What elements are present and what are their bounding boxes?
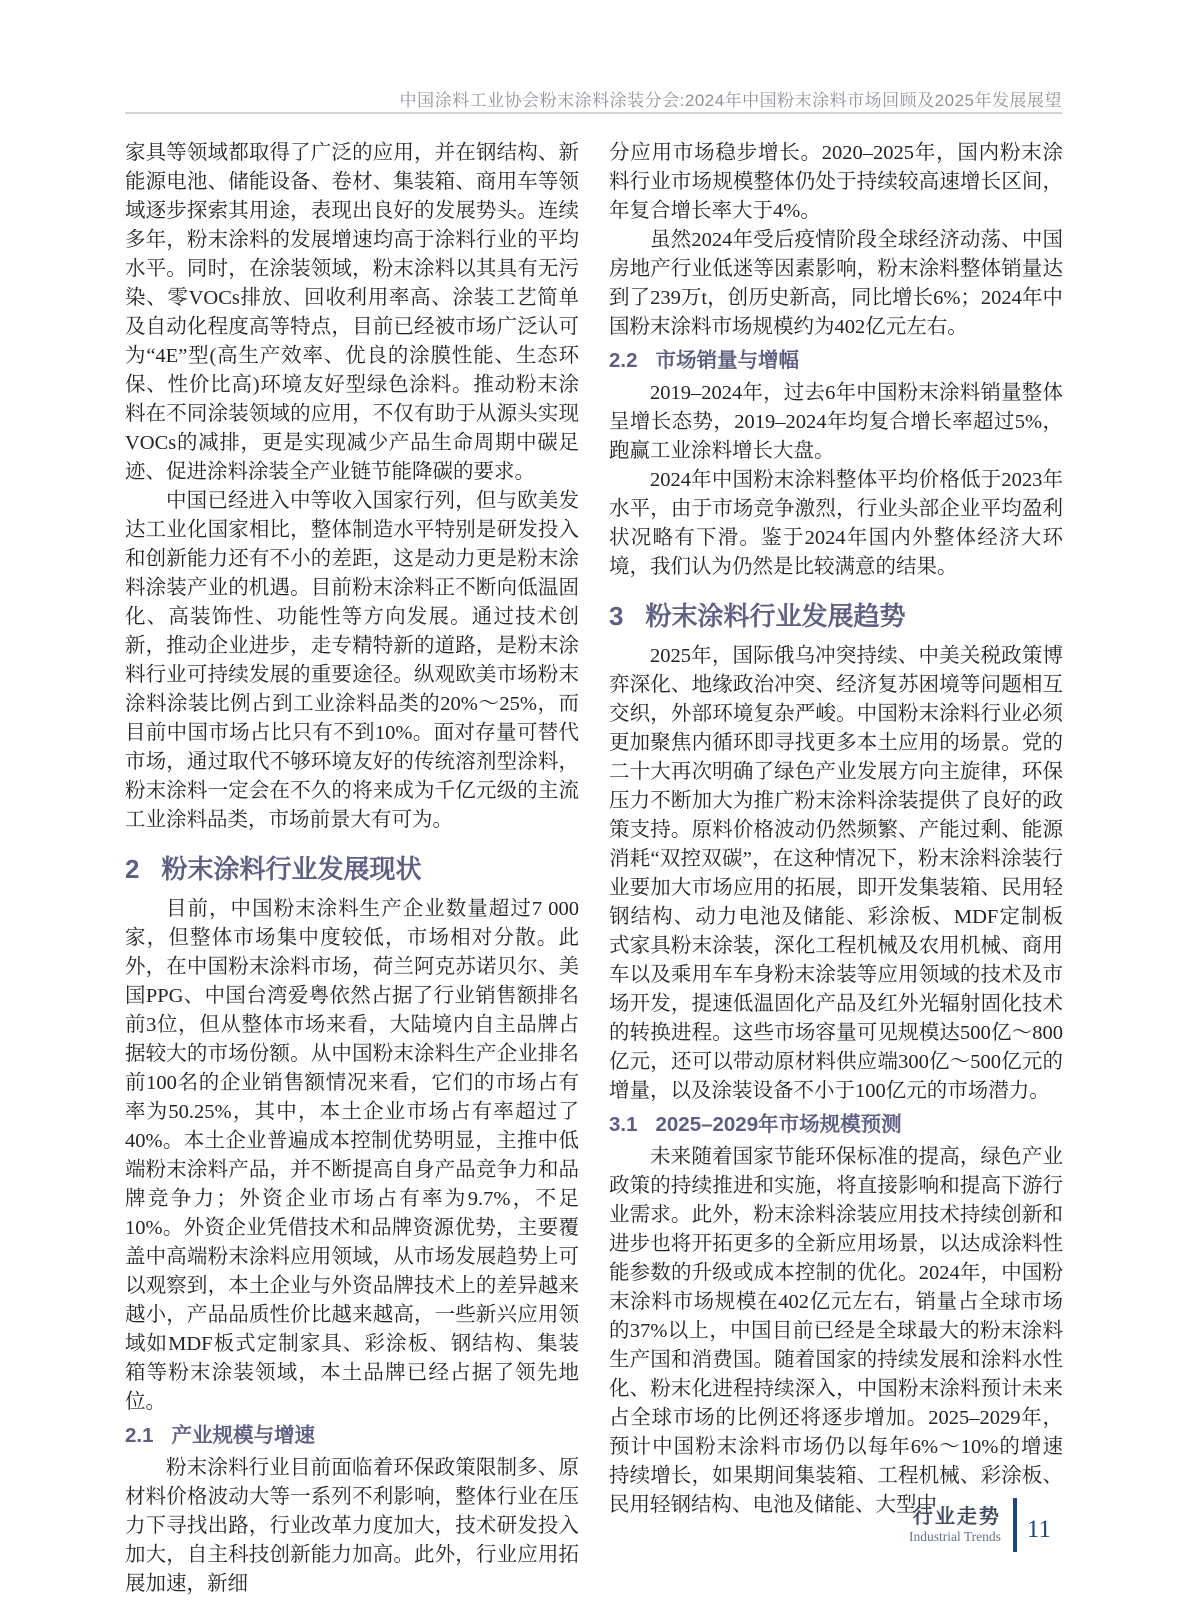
page-footer [909,1498,1051,1552]
footer-divider-bar [1013,1498,1017,1552]
section-heading-2 [125,852,579,886]
paragraph: 2019–2024年，过去6年中国粉末涂料销量整体呈增长态势，2019–2024年均复合增长率超过5%，跑赢工业涂料增长大盘。 [609,382,1063,462]
two-column-body [125,139,1063,1599]
footer-label-cn: 行业走势 [912,1505,1001,1528]
subsection-number: 2.2 [609,349,638,372]
subsection-title: 市场销量与增幅 [655,349,799,372]
subsection-title: 2025–2029年市场规模预测 [655,1113,902,1136]
paragraph: 虽然2024年受后疫情阶段全球经济动荡、中国房地产行业低迷等因素影响，粉末涂料整体销量达到了239万t，创历史新高，同比增长6%；2024年中国粉末涂料市场规模约为402亿元左右。 [609,229,1063,338]
subsection-heading-2-1 [125,1422,579,1450]
page-number: 11 [1026,1516,1051,1543]
left-column [125,139,579,1599]
paragraph: 未来随着国家节能环保标准的提高，绿色产业政策的持续推进和实施，将直接影响和提高下游行业需求。此外，粉末涂料涂装应用技术持续创新和进步也将开拓更多的全新应用场景，以达成涂料性能参数的升级或成本控制的优化。2024年，中国粉末涂料市场规模在402亿元左右，销量占全球市场的37%以上，中国目前已经是全球最大的粉末涂料生产国和消费国。随着国家的持续发展和涂料水性化、粉末化进程持续深入，中国粉末涂料预计未来占全球市场的比例还将逐步增加。2025–2029年，预计中国粉末涂料市场仍以每年6%～10%的增速持续增长，如果期间集装箱、工程机械、彩涂板、民用轻钢结构、电池及储能、大型中 [609,1146,1063,1516]
paragraph: 2024年中国粉末涂料整体平均价格低于2023年水平，由于市场竞争激烈，行业头部企业平均盈利状况略有下滑。鉴于2024年国内外整体经济大环境，我们认为仍然是比较满意的结果。 [609,469,1063,578]
subsection-number: 3.1 [609,1113,638,1136]
paragraph: 中国已经进入中等收入国家行列，但与欧美发达工业化国家相比，整体制造水平特别是研发投入和创新能力还有不小的差距，这是动力更是粉末涂料涂装产业的机遇。目前粉末涂料正不断向低温固化、高装饰性、功能性等方向发展。通过技术创新，推动企业进步，走专精特新的道路，是粉末涂料行业可持续发展的重要途径。纵观欧美市场粉末涂料涂装比例占到工业涂料品类的20%～25%，而目前中国市场占比只有不到10%。面对存量可替代市场，通过取代不够环境友好的传统溶剂型涂料，粉末涂料一定会在不久的将来成为千亿元级的主流工业涂料品类，市场前景大有可为。 [125,490,579,831]
footer-section-label [909,1506,1001,1545]
paragraph: 分应用市场稳步增长。2020–2025年，国内粉末涂料行业市场规模整体仍处于持续较高速增长区间，年复合增长率大于4%。 [609,142,1063,222]
header-rule [125,112,1062,114]
section-title: 粉末涂料行业发展现状 [161,854,422,884]
subsection-heading-2-2 [609,347,1063,375]
paragraph: 粉末涂料行业目前面临着环保政策限制多、原材料价格波动大等一系列不利影响，整体行业在压力下寻找出路，行业改革力度加大，技术研发投入加大，自主科技创新能力加高。此外，行业应用拓展加速，新细 [125,1457,579,1595]
subsection-heading-3-1 [609,1111,1063,1139]
section-title: 粉末涂料行业发展趋势 [645,601,906,631]
section-number: 2 [125,854,140,884]
section-heading-3 [609,599,1063,633]
subsection-title: 产业规模与增速 [171,1424,315,1447]
right-column [609,139,1063,1599]
section-number: 3 [609,601,624,631]
running-title: 中国涂料工业协会粉末涂料涂装分会:2024年中国粉末涂料市场回顾及2025年发展展望 [399,91,1062,110]
footer-label-en: Industrial Trends [909,1528,1001,1544]
paragraph: 2025年，国际俄乌冲突持续、中美关税政策博弈深化、地缘政治冲突、经济复苏困境等问题相互交织，外部环境复杂严峻。中国粉末涂料行业必须更加聚焦内循环即寻找更多本土应用的场景。党的二十大再次明确了绿色产业发展方向主旋律，环保压力不断加大为推广粉末涂料涂装提供了良好的政策支持。原料价格波动仍然频繁、产能过剩、能源消耗“双控双碳”，在这种情况下，粉末涂料涂装行业要加大市场应用的拓展，即开发集装箱、民用轻钢结构、动力电池及储能、彩涂板、MDF定制板式家具粉末涂装，深化工程机械及农用机械、商用车以及乘用车车身粉末涂装等应用领域的技术及市场开发，提速低温固化产品及红外光辐射固化技术的转换进程。这些市场容量可见规模达500亿～800亿元，还可以带动原材料供应端300亿～500亿元的增量，以及涂装设备不小于100亿元的市场潜力。 [609,645,1063,1102]
paragraph: 目前，中国粉末涂料生产企业数量超过7 000家，但整体市场集中度较低，市场相对分散。此外，在中国粉末涂料市场，荷兰阿克苏诺贝尔、美国PPG、中国台湾爱粤依然占据了行业销售额排名前3位，但从整体市场来看，大陆境内自主品牌占据较大的市场份额。从中国粉末涂料生产企业排名前100名的企业销售额情况来看，它们的市场占有率为50.25%，其中，本土企业市场占有率超过了40%。本土企业普遍成本控制优势明显，主推中低端粉末涂料产品，并不断提高自身产品竞争力和品牌竞争力；外资企业市场占有率为9.7%，不足10%。外资企业凭借技术和品牌资源优势，主要覆盖中高端粉末涂料应用领域，从市场发展趋势上可以观察到，本土企业与外资品牌技术上的差异越来越小，产品品质性价比越来越高，一些新兴应用领域如MDF板式定制家具、彩涂板、钢结构、集装箱等粉末涂装领域，本土品牌已经占据了领先地位。 [125,898,579,1413]
subsection-number: 2.1 [125,1424,154,1447]
paragraph: 家具等领域都取得了广泛的应用，并在钢结构、新能源电池、储能设备、卷材、集装箱、商用车等领域逐步探索其用途，表现出良好的发展势头。连续多年，粉末涂料的发展增速均高于涂料行业的平均水平。同时，在涂装领域，粉末涂料以其具有无污染、零VOCs排放、回收利用率高、涂装工艺简单及自动化程度高等特点，目前已经被市场广泛认可为“4E”型(高生产效率、优良的涂膜性能、生态环保、性价比高)环境友好型绿色涂料。推动粉末涂料在不同涂装领域的应用，不仅有助于从源头实现VOCs的减排，更是实现减少产品生命周期中碳足迹、促进涂料涂装全产业链节能降碳的要求。 [125,142,579,483]
